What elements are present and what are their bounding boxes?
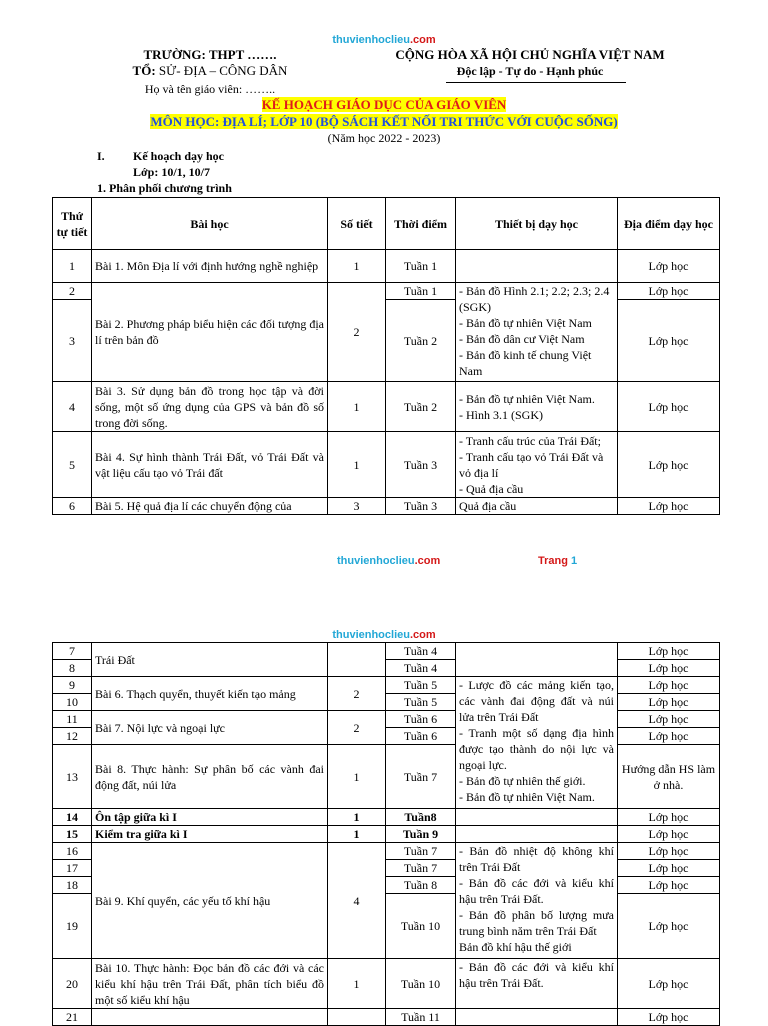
table-row: 4 Bài 3. Sử dụng bản đồ trong học tập và đời sống, một số ứng dụng của GPS và bản đồ số trong đời sống. 1 Tuần 2 - Bản đồ tự nhiên Việt Nam. - Hình 3.1 (SGK) Lớp học bbox=[53, 382, 720, 432]
lesson-9: Bài 9. Khí quyển, các yếu tố khí hậu bbox=[92, 843, 328, 959]
curriculum-table-page1 bbox=[52, 197, 720, 515]
header-lesson: Bài học bbox=[92, 198, 328, 250]
school-name: TRƯỜNG: THPT ……. bbox=[143, 47, 277, 62]
header-stt: Thứ tự tiết bbox=[53, 198, 92, 250]
motto-underline bbox=[446, 82, 626, 83]
table-row: 3 Tuần 2 Lớp học bbox=[53, 300, 720, 382]
header-location: Địa điểm dạy học bbox=[618, 198, 720, 250]
header-equipment: Thiết bị dạy học bbox=[456, 198, 618, 250]
table-row: 17 Tuần 7 Lớp học bbox=[53, 860, 720, 877]
footer-page: Trang 1 bbox=[538, 555, 578, 567]
watermark-top: thuvienhoclieu.com bbox=[332, 34, 436, 46]
table-row: 18 Tuần 8 Lớp học bbox=[53, 877, 720, 894]
classes: Lớp: 10/1, 10/7 bbox=[133, 165, 210, 179]
lesson-2-equipment: - Bản đồ Hình 2.1; 2.2; 2.3; 2.4 (SGK) - Bản đồ tự nhiên Việt Nam - Bản đồ dân cư Việt Nam - Bản đồ kinh tế chung Việt Nam bbox=[456, 283, 618, 382]
table-row: 7 Trái Đất Tuần 4 Lớp học bbox=[53, 643, 720, 660]
table-header-row bbox=[53, 198, 720, 250]
lesson-6-8-equipment: - Lược đồ các mảng kiến tạo, các vành đai động đất và núi lửa trên Trái Đất - Tranh một số dạng địa hình được tạo thành do nội lực và ngoại lực. - Bản đồ tự nhiên thế giới. - Bản đồ tự nhiên Việt Nam. bbox=[456, 677, 618, 809]
school-year: (Năm học 2022 - 2023) bbox=[327, 131, 441, 145]
table-row: 21 Tuần 11 Lớp học bbox=[53, 1009, 720, 1026]
table-row: 6 Bài 5. Hệ quả địa lí các chuyển động của 3 Tuần 3 Quả địa cầu Lớp học bbox=[53, 498, 720, 515]
section-number: I. bbox=[97, 149, 105, 163]
nation-title: CỘNG HÒA XÃ HỘI CHỦ NGHĨA VIỆT NAM bbox=[395, 47, 665, 62]
lesson-8: Bài 8. Thực hành: Sự phân bố các vành đai động đất, núi lửa bbox=[92, 745, 328, 809]
header-time: Thời điểm bbox=[386, 198, 456, 250]
table-row: 13 Bài 8. Thực hành: Sự phân bố các vành đai động đất, núi lửa 1 Tuần 7 Hướng dẫn HS làm ở nhà. bbox=[53, 745, 720, 809]
plan-title: KẾ HOẠCH GIÁO DỤC CỦA GIÁO VIÊN bbox=[261, 97, 507, 112]
table-row: 12 Tuần 6 Lớp học bbox=[53, 728, 720, 745]
table-row: 8 Tuần 4 Lớp học bbox=[53, 660, 720, 677]
lesson-6: Bài 6. Thạch quyển, thuyết kiến tạo mảng bbox=[92, 677, 328, 711]
lesson-5-continued: Trái Đất bbox=[92, 643, 328, 677]
section-title: Kế hoạch dạy học bbox=[133, 149, 225, 163]
plan-title-row bbox=[0, 97, 768, 113]
table-row: 2 Bài 2. Phương pháp biểu hiện các đối tượng địa lí trên bản đồ 2 Tuần 1 - Bản đồ Hình 2.1; 2.2; 2.3; 2.4 (SGK) - Bản đồ tự nhiên Việt Nam - Bản đồ dân cư Việt Nam - Bản đồ kinh tế chung Việt Nam Lớp học bbox=[53, 283, 720, 300]
table-row: 9 Bài 6. Thạch quyển, thuyết kiến tạo mảng 2 Tuần 5 - Lược đồ các mảng kiến tạo, các vành đai động đất và núi lửa trên Trái Đất - Tranh một số dạng địa hình được tạo thành do nội lực và ngoại lực. - Bản đồ tự nhiên thế giới. - Bản đồ tự nhiên Việt Nam. Lớp học bbox=[53, 677, 720, 694]
department-name: TỔ: SỬ- ĐỊA – CÔNG DÂN bbox=[132, 63, 288, 78]
subject-title: MÔN HỌC: ĐỊA LÍ; LỚP 10 (BỘ SÁCH KẾT NỐI TRI THỨC VỚI CUỘC SỐNG) bbox=[150, 114, 618, 129]
department-value: SỬ- ĐỊA – CÔNG DÂN bbox=[158, 63, 288, 78]
table-row: 11 Bài 7. Nội lực và ngoại lực 2 Tuần 6 Lớp học bbox=[53, 711, 720, 728]
table-row: 10 Tuần 5 Lớp học bbox=[53, 694, 720, 711]
subsection-title: 1. Phân phối chương trình bbox=[97, 181, 232, 195]
curriculum-table-page2 bbox=[52, 642, 720, 1026]
lesson-9-equipment: - Bản đồ nhiệt độ không khí trên Trái Đất - Bản đồ các đới và kiểu khí hậu trên Trái Đất. - Bản đồ phân bố lượng mưa trung bình năm trên Trái Đất Bản đồ khí hậu thế giới bbox=[456, 843, 618, 959]
lesson-10: Bài 10. Thực hành: Đọc bản đồ các đới và các kiểu khí hậu trên Trái Đất, phân tích biểu đồ một số kiểu khí hậu bbox=[92, 959, 328, 1009]
table-row: 5 Bài 4. Sự hình thành Trái Đất, vỏ Trái Đất và vật liệu cấu tạo vỏ Trái đất 1 Tuần 3 - Tranh cấu trúc của Trái Đất; - Tranh cấu tạo vỏ Trái Đất và vỏ địa lí - Quả địa cầu Lớp học bbox=[53, 432, 720, 498]
table-row: 16 Bài 9. Khí quyển, các yếu tố khí hậu 4 Tuần 7 - Bản đồ nhiệt độ không khí trên Trái Đất - Bản đồ các đới và kiểu khí hậu trên Trái Đất. - Bản đồ phân bố lượng mưa trung bình năm trên Trái Đất Bản đồ khí hậu thế giới Lớp học bbox=[53, 843, 720, 860]
watermark-top-page2: thuvienhoclieu.com bbox=[332, 629, 436, 641]
table-row-exam: 15 Kiểm tra giữa kì I 1 Tuần 9 Lớp học bbox=[53, 826, 720, 843]
lesson-7: Bài 7. Nội lực và ngoại lực bbox=[92, 711, 328, 745]
footer-site: thuvienhoclieu.com bbox=[337, 555, 441, 567]
table-row: 19 Tuần 10 Lớp học bbox=[53, 894, 720, 959]
teacher-name: Họ và tên giáo viên: …….. bbox=[144, 82, 276, 96]
motto: Độc lập - Tự do - Hạnh phúc bbox=[456, 64, 604, 78]
table-row: 20 Bài 10. Thực hành: Đọc bản đồ các đới và các kiểu khí hậu trên Trái Đất, phân tích biểu đồ một số kiểu khí hậu 1 Tuần 10 - Bản đồ các đới và kiểu khí hậu trên Trái Đất. Lớp học bbox=[53, 959, 720, 1009]
table-row: 1 Bài 1. Môn Địa lí với định hướng nghề nghiệp 1 Tuần 1 Lớp học bbox=[53, 250, 720, 283]
header-periods: Số tiết bbox=[328, 198, 386, 250]
lesson-2: Bài 2. Phương pháp biểu hiện các đối tượng địa lí trên bản đồ bbox=[92, 283, 328, 382]
table-row-review: 14 Ôn tập giữa kì I 1 Tuần8 Lớp học bbox=[53, 809, 720, 826]
subject-title-row bbox=[0, 114, 768, 130]
